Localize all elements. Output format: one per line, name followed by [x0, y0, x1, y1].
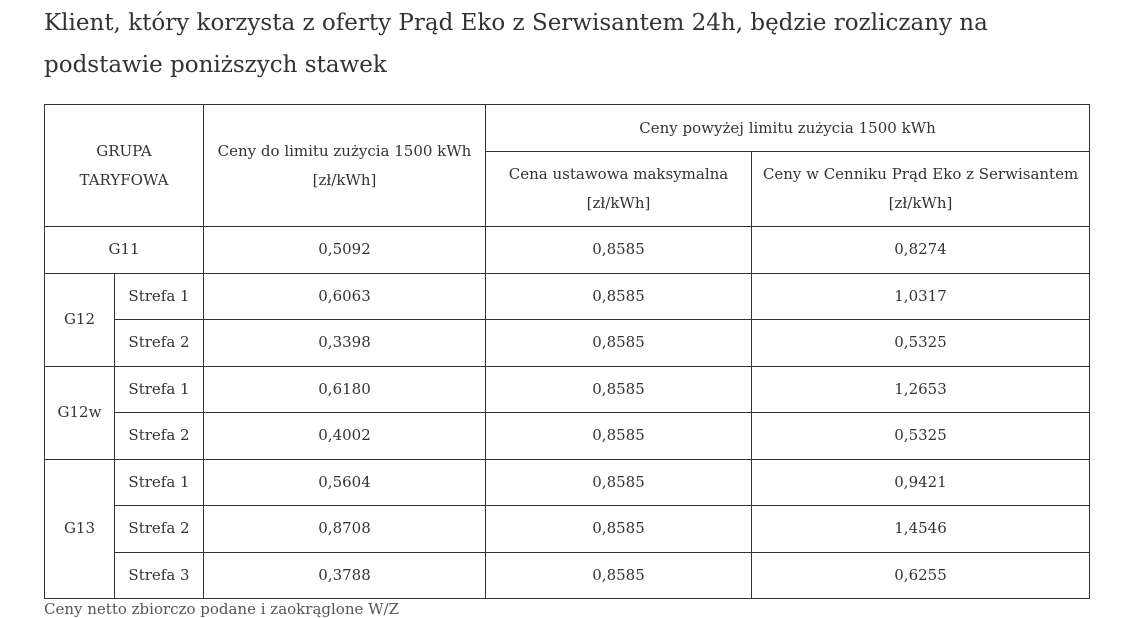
- price-list-cell: 0,8274: [752, 227, 1090, 274]
- price-list-cell: 1,0317: [752, 273, 1090, 320]
- below-limit-cell: 0,6063: [204, 273, 486, 320]
- statutory-cell: 0,8585: [486, 459, 752, 506]
- statutory-cell: 0,8585: [486, 273, 752, 320]
- header-tariff-group: GRUPA TARYFOWA: [45, 105, 204, 227]
- zone-cell: Strefa 1: [115, 273, 204, 320]
- below-limit-cell: 0,5092: [204, 227, 486, 274]
- price-list-cell: 1,4546: [752, 506, 1090, 553]
- price-list-cell: 0,5325: [752, 413, 1090, 460]
- statutory-cell: 0,8585: [486, 413, 752, 460]
- group-cell: G13: [45, 459, 115, 599]
- below-limit-cell: 0,3788: [204, 552, 486, 599]
- zone-cell: Strefa 2: [115, 320, 204, 367]
- statutory-cell: 0,8585: [486, 227, 752, 274]
- statutory-cell: 0,8585: [486, 552, 752, 599]
- zone-cell: Strefa 1: [115, 459, 204, 506]
- table-row: [45, 366, 1090, 413]
- below-limit-cell: 0,6180: [204, 366, 486, 413]
- below-limit-cell: 0,4002: [204, 413, 486, 460]
- table-row: [45, 320, 1090, 367]
- statutory-cell: 0,8585: [486, 506, 752, 553]
- table-row: [45, 273, 1090, 320]
- zone-cell: Strefa 1: [115, 366, 204, 413]
- page-heading: Klient, który korzysta z oferty Prąd Eko z Serwisantem 24h, będzie rozliczany na podstawie poniższych stawek: [44, 10, 988, 78]
- group-cell: G12: [45, 273, 115, 366]
- table-row: [45, 506, 1090, 553]
- price-list-cell: 0,5325: [752, 320, 1090, 367]
- zone-cell: Strefa 3: [115, 552, 204, 599]
- zone-cell: Strefa 2: [115, 413, 204, 460]
- below-limit-cell: 0,3398: [204, 320, 486, 367]
- header-above-limit: Ceny powyżej limitu zużycia 1500 kWh: [486, 105, 1090, 152]
- group-cell: G12w: [45, 366, 115, 459]
- table-row: [45, 459, 1090, 506]
- group-cell: G11: [45, 227, 204, 274]
- below-limit-cell: 0,5604: [204, 459, 486, 506]
- table-row: [45, 552, 1090, 599]
- table-row: [45, 413, 1090, 460]
- price-list-cell: 1,2653: [752, 366, 1090, 413]
- zone-cell: Strefa 2: [115, 506, 204, 553]
- price-list-cell: 0,6255: [752, 552, 1090, 599]
- below-limit-cell: 0,8708: [204, 506, 486, 553]
- statutory-cell: 0,8585: [486, 366, 752, 413]
- header-statutory-max: Cena ustawowa maksymalna [zł/kWh]: [486, 152, 752, 227]
- header-price-list: Ceny w Cenniku Prąd Eko z Serwisantem [zł/kWh]: [752, 152, 1090, 227]
- table-row: [45, 227, 1090, 274]
- statutory-cell: 0,8585: [486, 320, 752, 367]
- price-list-cell: 0,9421: [752, 459, 1090, 506]
- header-below-limit: Ceny do limitu zużycia 1500 kWh [zł/kWh]: [204, 105, 486, 227]
- footnote: Ceny netto zbiorczo podane i zaokrąglone W/Z: [44, 600, 400, 618]
- table-header-row: [45, 105, 1090, 152]
- tariff-rates-table: [44, 104, 1090, 599]
